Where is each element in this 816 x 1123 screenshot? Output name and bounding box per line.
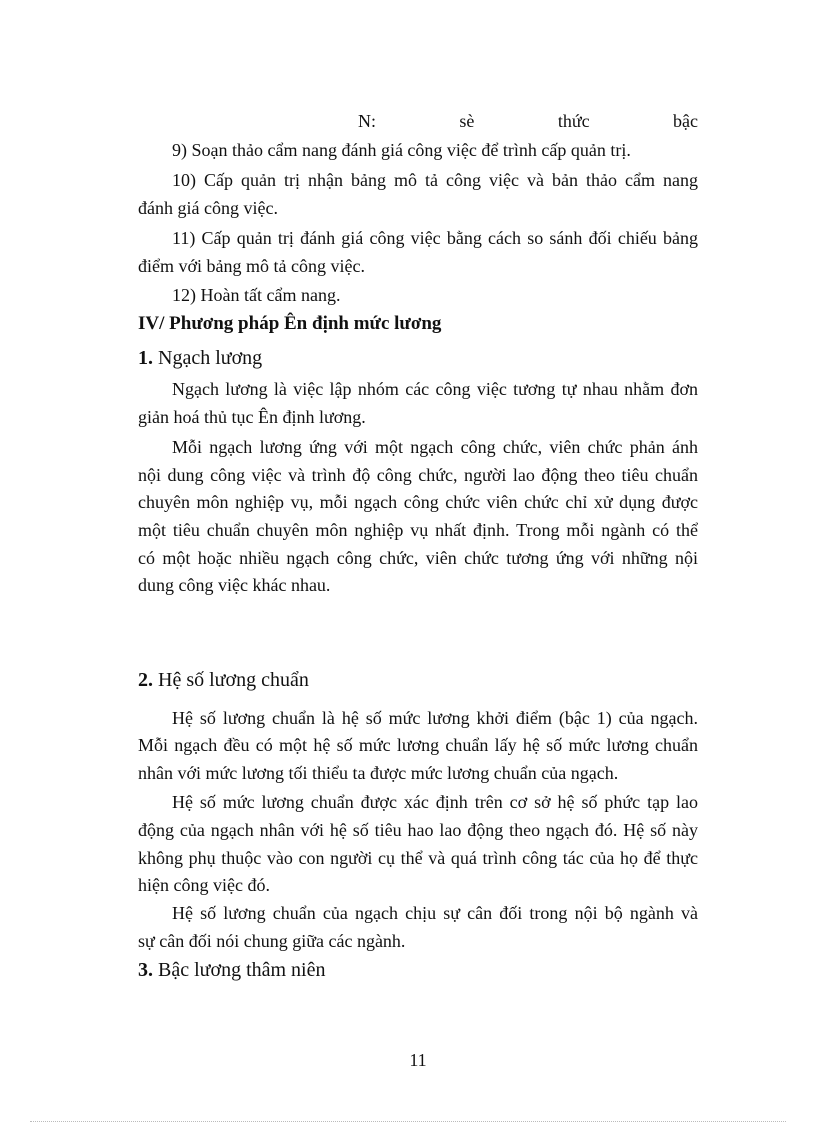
subsection-2-heading [138, 668, 309, 692]
sub1-p2-line: nội dung công việc và trình độ công chức, người lao động theo tiêu chuẩn [138, 465, 698, 485]
sub2-p1-line: nhân với mức lương tối thiểu ta được mức lương chuẩn của ngạch. [138, 763, 619, 783]
step-11-line-1: 11) Cấp quản trị đánh giá công việc bằng cách so sánh đối chiếu bảng [172, 228, 698, 248]
top-fragment [358, 110, 698, 132]
page-number: 11 [409, 1050, 427, 1070]
fragment-word: N: [358, 111, 376, 131]
subsection-2-title: Hệ số lương chuẩn [158, 669, 309, 691]
step-11-line-2: điểm với bảng mô tả công việc. [138, 256, 365, 276]
sub2-p1-line: Hệ số lương chuẩn là hệ số mức lương khởi điểm (bậc 1) của ngạch. [172, 708, 698, 728]
subsection-1-number: 1. [138, 347, 153, 369]
sub1-p2-line: Mỗi ngạch lương ứng với một ngạch công chức, viên chức phản ánh [172, 437, 698, 457]
subsection-3-heading [138, 958, 326, 982]
sub2-p3-line: Hệ số lương chuẩn của ngạch chịu sự cân đối trong nội bộ ngành và [172, 903, 698, 923]
fragment-word: thức [557, 111, 590, 131]
sub1-p1-line: giản hoá thủ tục Ên định lương. [138, 407, 366, 427]
subsection-1-heading [138, 346, 262, 370]
subsection-1-title: Ngạch lương [158, 347, 263, 369]
subsection-3-number: 3. [138, 959, 153, 981]
step-12: 12) Hoàn tất cẩm nang. [172, 285, 341, 305]
sub2-p2-line: Hệ số mức lương chuẩn được xác định trên cơ sở hệ số phức tạp lao [172, 792, 698, 812]
sub2-p2-line: không phụ thuộc vào con người cụ thể và quá trình công tác của họ để thực [138, 848, 698, 868]
sub1-p2-line: chuyên môn nghiệp vụ, mỗi ngạch công chức viên chức chỉ xử dụng được [138, 492, 698, 512]
fragment-word: sè [459, 111, 475, 131]
step-10-line-2: đánh giá công việc. [138, 198, 278, 218]
sub2-p2-line: hiện công việc đó. [138, 875, 270, 895]
sub1-p2-line: có một hoặc nhiều ngạch công chức, viên chức tương ứng với những nội [138, 548, 698, 568]
sub1-p2-line: một tiêu chuẩn chuyên môn nghiệp vụ nhất định. Trong mỗi ngành có thể [138, 520, 698, 540]
section-title: IV/ Phương pháp Ên định mức lương [138, 313, 442, 334]
step-10-line-1: 10) Cấp quản trị nhận bảng mô tả công việc và bản thảo cẩm nang [172, 170, 698, 190]
page-bottom-divider [30, 1121, 786, 1122]
sub2-p1-line: Mỗi ngạch đều có một hệ số mức lương chuẩn lấy hệ số mức lương chuẩn [138, 735, 698, 755]
sub1-p2-line: dung công việc khác nhau. [138, 575, 331, 595]
sub1-p1-line: Ngạch lương là việc lập nhóm các công việc tương tự nhau nhằm đơn [172, 379, 698, 399]
step-9: 9) Soạn thảo cẩm nang đánh giá công việc để trình cấp quản trị. [172, 140, 631, 160]
sub2-p2-line: động của ngạch nhân với hệ số tiêu hao lao động theo ngạch đó. Hệ số này [138, 820, 698, 840]
subsection-2-number: 2. [138, 669, 153, 691]
subsection-3-title: Bậc lương thâm niên [158, 959, 326, 981]
fragment-word: bậc [673, 111, 698, 131]
sub2-p3-line: sự cân đối nói chung giữa các ngành. [138, 931, 406, 951]
